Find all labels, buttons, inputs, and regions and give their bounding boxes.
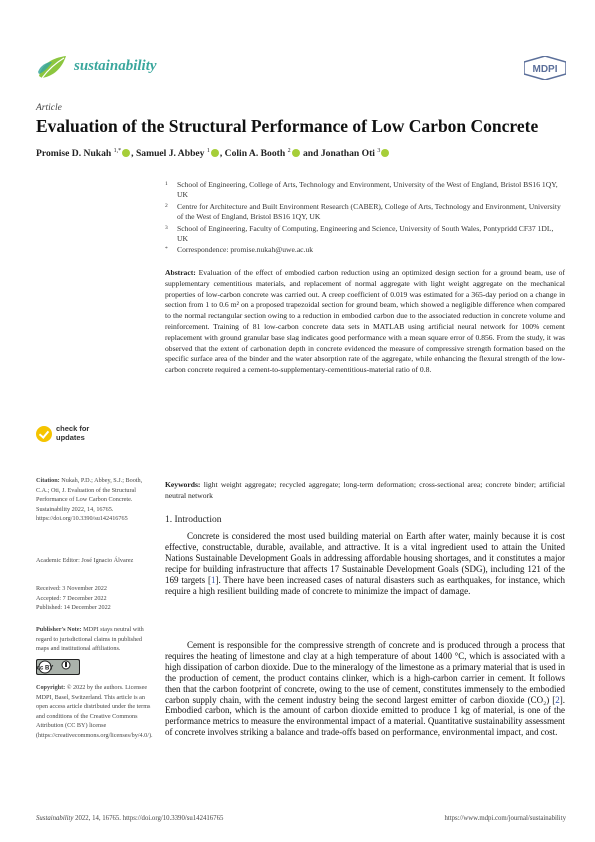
keywords-label: Keywords: <box>165 480 201 489</box>
keywords <box>165 480 565 502</box>
author-name[interactable]: Jonathan Oti <box>320 148 378 160</box>
copyright-label: Copyright: <box>36 684 66 691</box>
academic-editor: Academic Editor: José Ignacio Álvarez <box>36 557 134 564</box>
author-separator: and <box>300 148 321 160</box>
keywords-text: light weight aggregate; recycled aggregate; long-term deformation; cross-sectional area; concrete binder; artificial neutral network <box>165 480 565 500</box>
publisher-note-text: MDPI stays neutral with regard to jurisdictional claims in published maps and institutional affiliations. <box>36 626 144 653</box>
reference-link-1[interactable]: 1 <box>210 574 216 585</box>
publisher-note <box>36 625 154 654</box>
author-name[interactable]: Promise D. Nukah <box>36 148 114 160</box>
orcid-icon[interactable] <box>122 149 130 157</box>
affiliation-item <box>165 202 565 223</box>
affiliation-marker: * <box>165 246 168 253</box>
orcid-icon[interactable] <box>292 149 300 157</box>
reference-link-2[interactable]: 2 <box>555 694 560 705</box>
abstract-text: Evaluation of the effect of embodied carbon reduction using an optimized design section for a ground beam, use of supplementary cementitious materials, and replacement of normal aggregate with light weight aggregate on the mechanical properties of low-carbon concrete was carried out. A creep coefficient of 0.019 was estimated for a 365-day period on a change in section from 1 to 0.6 m² on a proposed trapezoidal section for ground beam, which showed a negligible difference when compared to the normal rectangular section owing to a reduction in embodied carbon due to the associated reduction in concrete volume and reinforcement. Training of 81 low-carbon concrete data sets in MATLAB using artificial neural network for 100% cement replacement with ground granular base slag indicates good performance with a mean square error of 0.856. From the study, it was observed that the extent of carbonation depth in concrete evidenced the measure of compressive strength formation based on the specific surface area of the binder and the water absorption rate of the aggregate, while enhancing the flexural strength of the low-carbon concrete required a cement-to-supplementary-cementitious-material ratio of 0.8. <box>165 268 565 375</box>
journal-header <box>36 50 566 90</box>
citation-block <box>36 476 154 524</box>
citation-label: Citation: <box>36 477 60 484</box>
affiliation-item <box>165 224 565 245</box>
affiliation-item <box>165 180 565 201</box>
author-separator: , <box>219 148 225 160</box>
cc-logo-text: cc BY <box>36 665 54 672</box>
check-updates-label: check for updates <box>56 424 90 442</box>
affiliation-text: School of Engineering, Faculty of Computing, Engineering and Science, University of South Wales, Pontypridd CF37 1DL, UK <box>177 223 554 244</box>
article-title: Evaluation of the Structural Performance of Low Carbon Concrete <box>36 116 539 136</box>
accepted-date: Accepted: 7 December 2022 <box>36 594 107 602</box>
affiliations <box>165 180 565 257</box>
checkmark-icon <box>36 426 52 442</box>
mdpi-logo-text: MDPI <box>532 64 558 75</box>
affiliation-marker: 3 <box>165 224 168 231</box>
journal-name[interactable]: sustainability <box>74 58 157 74</box>
copyright-text: © 2022 by the authors. Licensee MDPI, Basel, Switzerland. This article is an open access article distributed under the terms and conditions of the Creative Commons Attribution (CC BY) license (https://creativecommons.org/licenses/by/4.0/). <box>36 684 153 739</box>
affiliation-marker: 2 <box>165 202 168 209</box>
author-affiliation-marker: 2 <box>287 148 291 154</box>
copyright-block <box>36 683 154 741</box>
sustainability-leaf-icon <box>36 50 70 84</box>
mdpi-logo-icon[interactable] <box>524 56 566 80</box>
affiliation-marker: 1 <box>165 181 168 187</box>
author-name[interactable]: Colin A. Booth <box>224 148 288 160</box>
abstract-label: Abstract: <box>165 268 196 277</box>
article-type: Article <box>36 103 62 113</box>
publisher-note-label: Publisher's Note: <box>36 626 82 633</box>
published-date: Published: 14 December 2022 <box>36 604 111 612</box>
affiliation-text: School of Engineering, College of Arts, Technology and Environment, University of the West of England, Bristol BS16 1QY, UK <box>177 180 558 200</box>
intro-paragraph-1: Concrete is considered the most used building material on Earth after water, mainly because it is cost effective, constructable, durable, available, and attractive. It is a vital ingredient used to attain the United Nations Sustainable Development Goals in addressing affordable housing shortages, and it constitutes a major recipe for building infrastructure that affects 17 Sustainable Development Goals (SDG), including 121 of the 169 targets [1]. There have been increased cases of natural disasters such as earthquakes, for instance, which require a high resilient building made of concrete to minimize the impact of damage. <box>165 531 565 596</box>
affiliation-text: Correspondence: promise.nukah@uwe.ac.uk <box>177 245 314 255</box>
intro-paragraph-2: Cement is responsible for the compressive strength of concrete and is produced through a process that requires the heating of limestone and clay at a high temperature of about 1400 °C, which is associated with a high dissipation of carbon dioxide. Due to the mineralogy of the limestone as a primary material that is used in the production of cement, the product contains clinker, which is a high-carbon carrier in cement. It follows then that the carbon footprint of concrete, owing to the use of cement, constitutes immensely to the embodied carbon supply chain, with the cement industry being the second largest emitter of carbon dioxide (CO₂) [2]. Embodied carbon, which is the amount of carbon dioxide emitted to produce 1 kg of material, is one of the performance metrics to measure the environmental impact of a material. Quantitative sustainability assessment of concrete involves striking a balance and trade-offs based on performance, environmental impact, and cost. <box>165 640 565 738</box>
author-list <box>36 148 576 159</box>
author-affiliation-marker: 3 <box>377 148 381 154</box>
author-name[interactable]: Samuel J. Abbey <box>135 148 207 160</box>
affiliation-text: Centre for Architecture and Built Environment Research (CABER), College of Arts, Technology and Environment, University of the West of England, Bristol BS16 1QY, UK <box>177 201 561 222</box>
author-affiliation-marker: 1 <box>206 148 210 154</box>
footer-journal-url[interactable]: https://www.mdpi.com/journal/sustainability <box>444 815 566 822</box>
citation-text: Nukah, P.D.; Abbey, S.J.; Booth, C.A.; Oti, J. Evaluation of the Structural Performance of Low Carbon Concrete. Sustainability 2022, 14, 16765. https://doi.org/10.3390/su142416765 <box>36 477 143 523</box>
affiliation-item <box>165 245 565 255</box>
check-for-updates-button[interactable] <box>36 424 126 446</box>
author-affiliation-marker: 1,* <box>113 148 122 154</box>
received-date: Received: 3 November 2022 <box>36 585 107 592</box>
creative-commons-icon[interactable] <box>36 659 80 675</box>
publication-dates <box>36 584 154 613</box>
orcid-icon[interactable] <box>381 149 389 157</box>
section-heading-introduction: 1. Introduction <box>165 515 222 525</box>
orcid-icon[interactable] <box>211 149 219 157</box>
footer-citation[interactable]: Sustainability 2022, 14, 16765. https://doi.org/10.3390/su142416765 <box>36 815 224 822</box>
author-separator: , <box>131 148 136 160</box>
abstract <box>165 268 565 376</box>
